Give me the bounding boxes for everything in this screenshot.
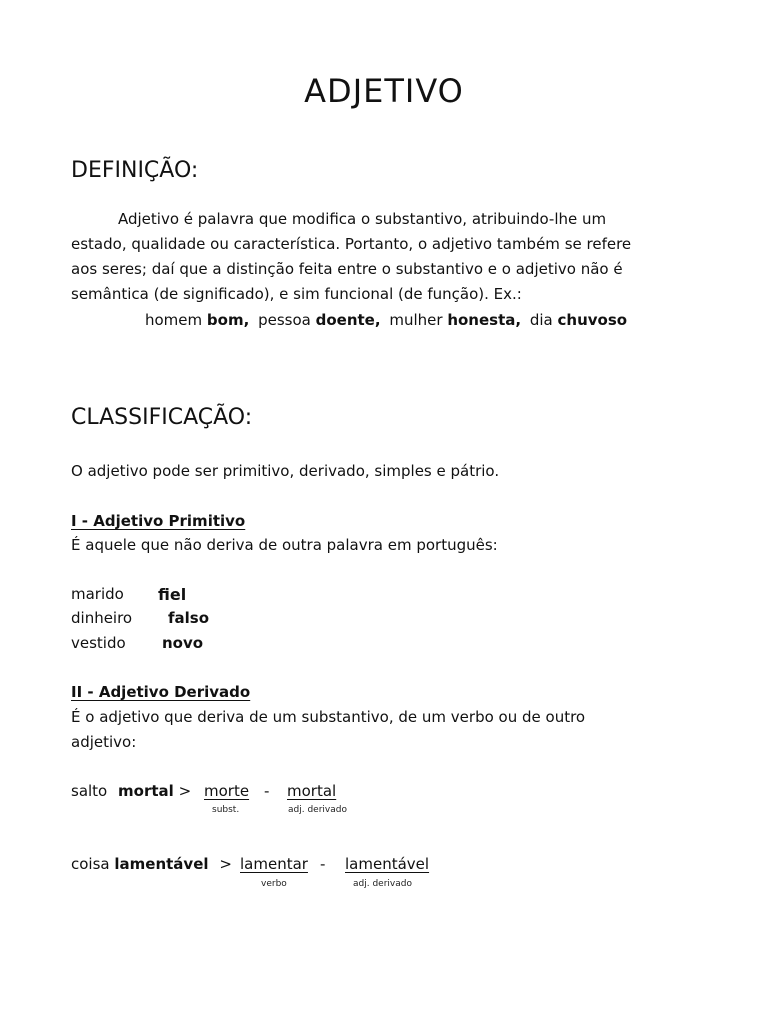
arrow-symbol: > xyxy=(219,855,232,873)
result-note: adj. derivado xyxy=(288,805,347,815)
primitivo-example-noun: marido xyxy=(71,585,124,603)
derivado-description-line-2: adjetivo: xyxy=(71,733,137,751)
source-note: verbo xyxy=(261,879,287,889)
example-noun: homem xyxy=(145,311,203,329)
example-adjective: lamentável xyxy=(114,855,209,873)
example-adjective: mortal xyxy=(118,782,174,800)
example-adjective: chuvoso xyxy=(557,311,628,329)
example-noun: pessoa xyxy=(258,311,311,329)
example-noun: dia xyxy=(529,311,553,329)
definicao-heading: DEFINIÇÃO: xyxy=(71,158,199,183)
source-note: subst. xyxy=(212,805,240,815)
page-title: ADJETIVO xyxy=(304,72,464,110)
definicao-examples xyxy=(145,308,627,333)
example-noun: coisa xyxy=(71,855,110,873)
derivado-description-line-1: É o adjetivo que deriva de um substantivo, de um verbo ou de outro xyxy=(71,708,586,726)
derivation-result-word: mortal xyxy=(287,782,337,800)
dash-symbol: - xyxy=(264,782,270,800)
primitivo-example-noun: vestido xyxy=(71,634,126,652)
definicao-line-3: aos seres; daí que a distinção feita entre o substantivo e o adjetivo não é xyxy=(71,260,623,278)
result-note: adj. derivado xyxy=(353,879,412,889)
primitivo-heading: I - Adjetivo Primitivo xyxy=(71,512,246,530)
example-adjective: bom, xyxy=(206,311,250,329)
example-noun: salto xyxy=(71,782,108,800)
derivation-source-word: lamentar xyxy=(240,855,308,873)
primitivo-example-adjective: novo xyxy=(162,634,204,652)
definicao-line-2: estado, qualidade ou característica. Portanto, o adjetivo também se refere xyxy=(71,235,632,253)
classificacao-intro: O adjetivo pode ser primitivo, derivado, simples e pátrio. xyxy=(71,462,500,480)
classificacao-heading: CLASSIFICAÇÃO: xyxy=(71,405,253,430)
definicao-line-1: Adjetivo é palavra que modifica o substantivo, atribuindo-lhe um xyxy=(118,210,607,228)
primitivo-description: É aquele que não deriva de outra palavra em português: xyxy=(71,536,498,554)
primitivo-example-adjective: fiel xyxy=(158,585,187,604)
derivado-example-2 xyxy=(71,852,232,877)
derivado-example-1 xyxy=(71,779,191,804)
definicao-line-4: semântica (de significado), e sim funcional (de função). Ex.: xyxy=(71,285,522,303)
example-noun: mulher xyxy=(389,311,443,329)
primitivo-example-noun: dinheiro xyxy=(71,609,133,627)
derivado-heading: II - Adjetivo Derivado xyxy=(71,683,251,701)
example-adjective: honesta, xyxy=(447,311,522,329)
primitivo-example-adjective: falso xyxy=(168,609,210,627)
derivation-source-word: morte xyxy=(204,782,250,800)
dash-symbol: - xyxy=(320,855,326,873)
arrow-symbol: > xyxy=(178,782,192,800)
example-adjective: doente, xyxy=(315,311,381,329)
derivation-result-word: lamentável xyxy=(345,855,430,873)
